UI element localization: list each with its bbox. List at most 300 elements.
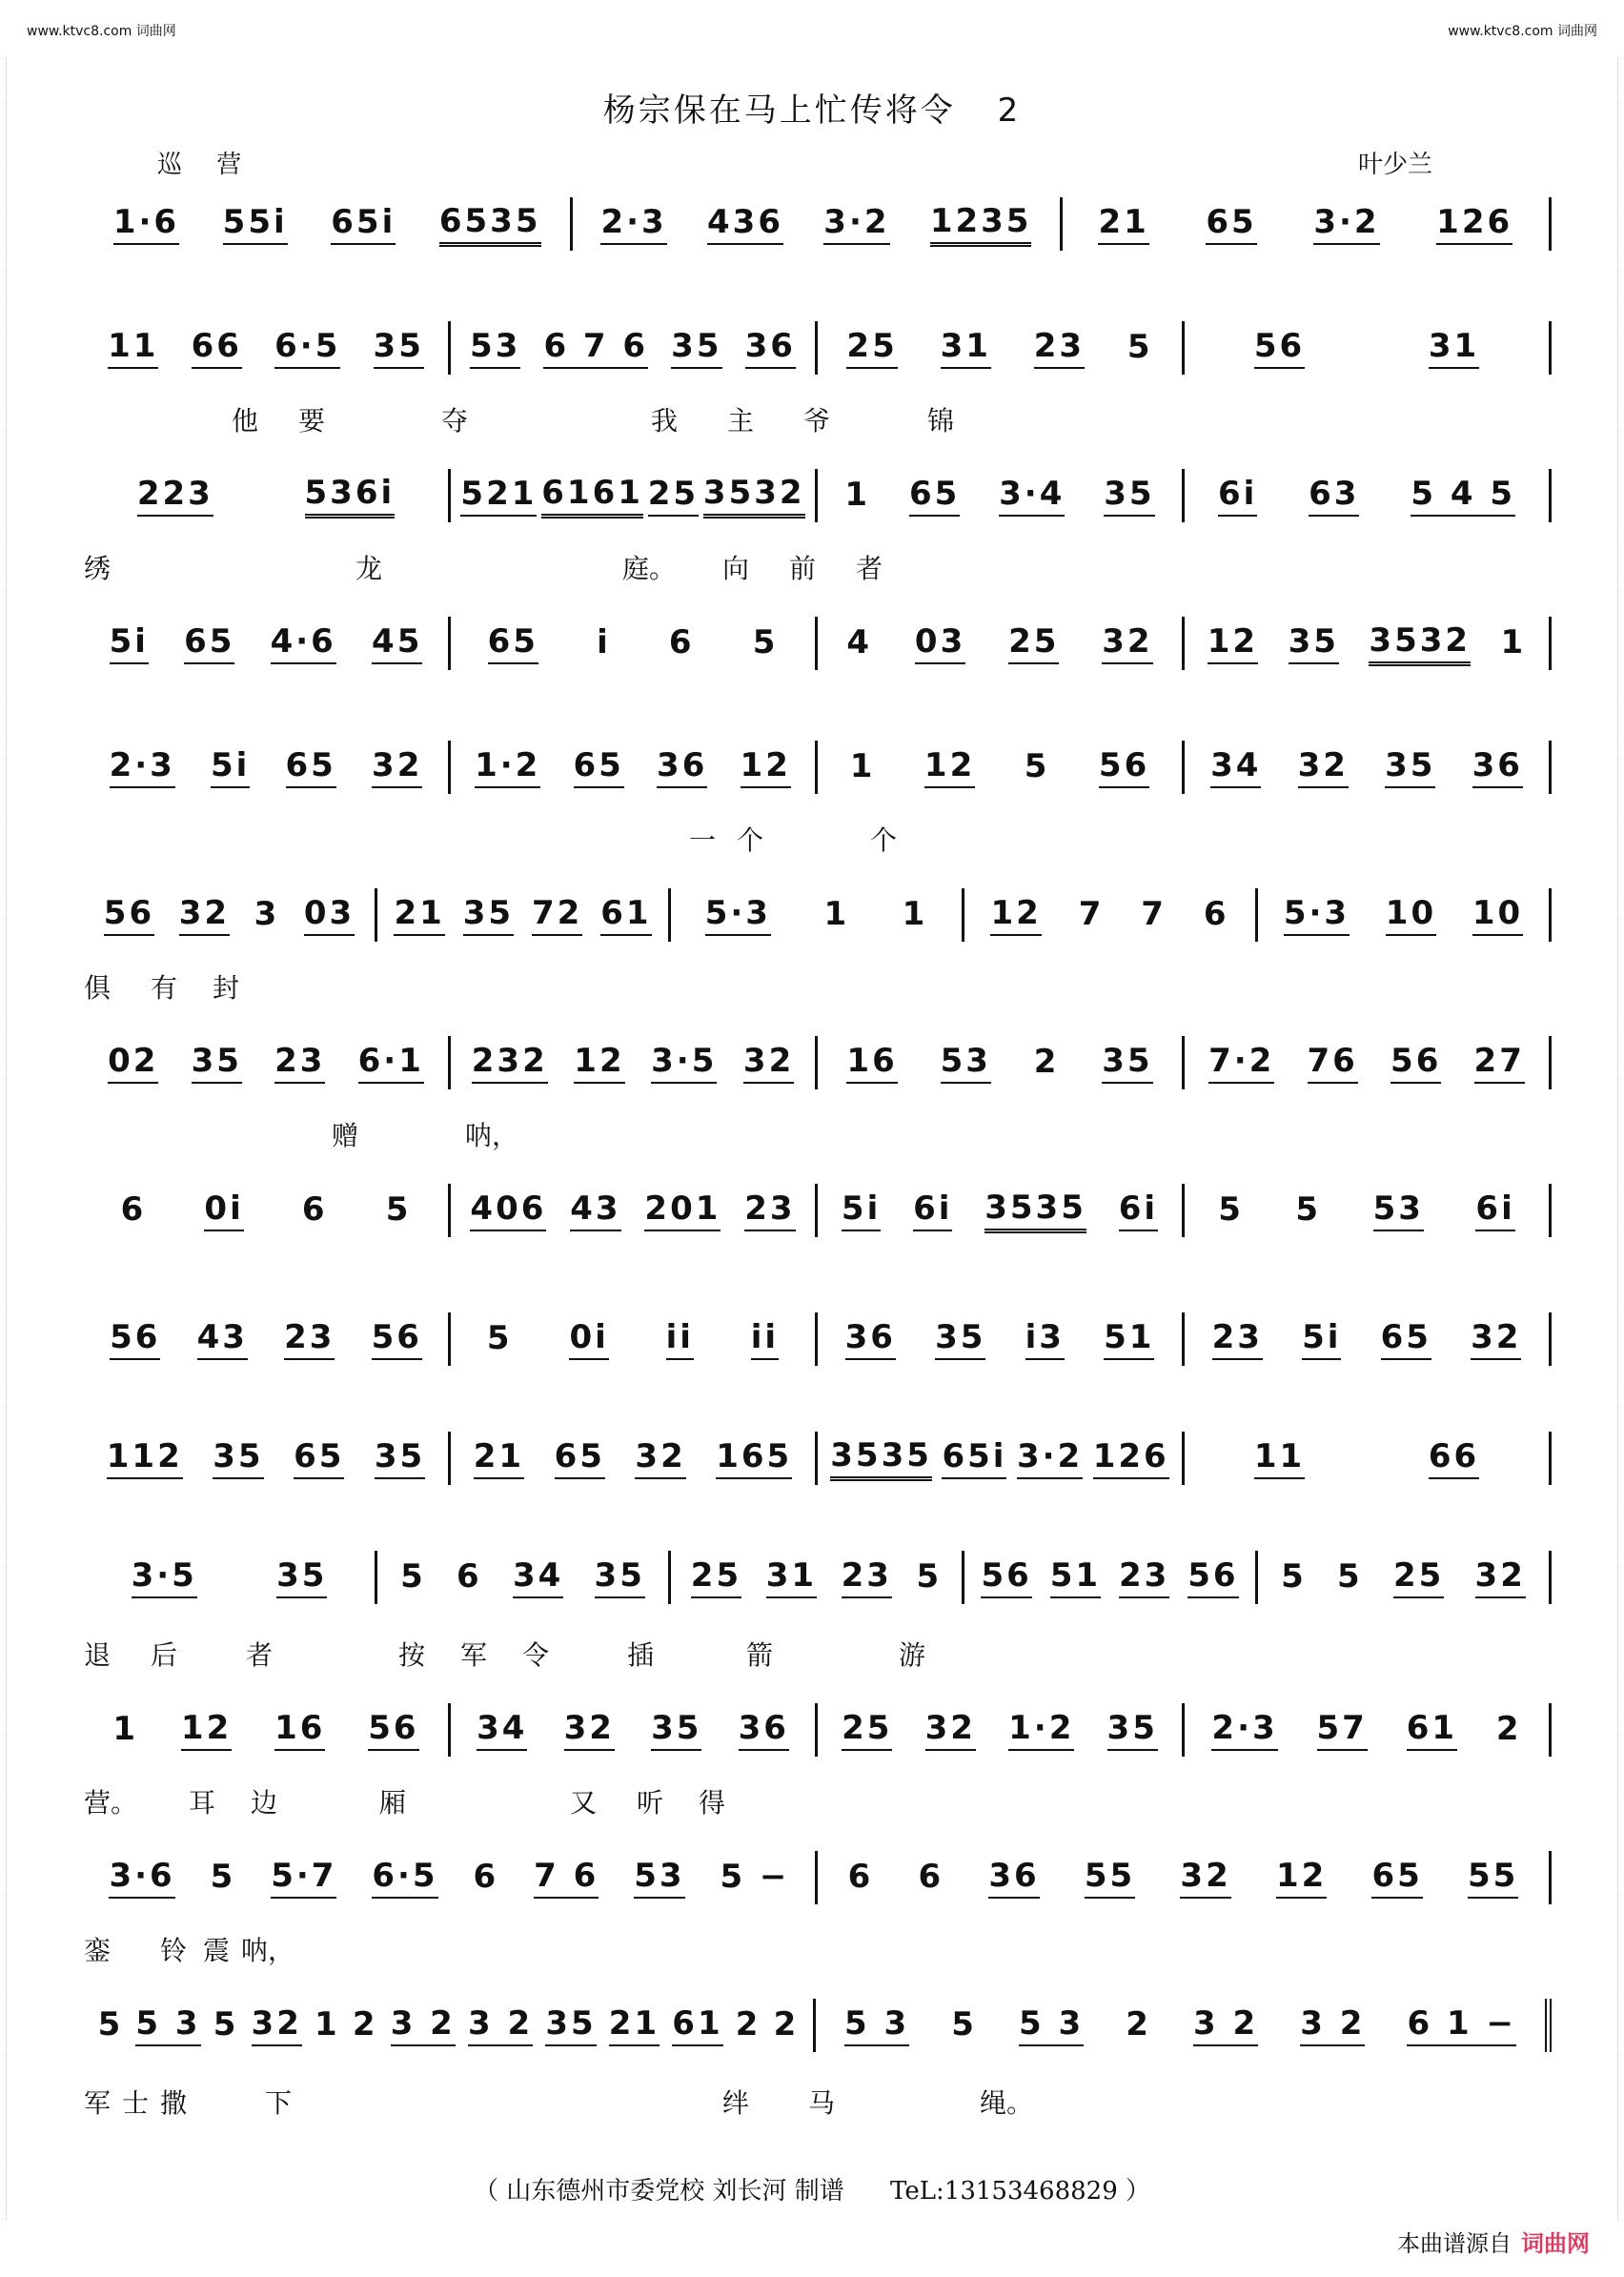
- lyric-line: [84, 2083, 1552, 2121]
- lyric-word: 赠: [332, 1120, 359, 1151]
- note-group: 7: [1078, 895, 1105, 933]
- note-group: i: [597, 623, 611, 661]
- note-group: 61: [672, 2004, 722, 2046]
- note-group: 5: [752, 623, 779, 661]
- right-margin-strip: [1604, 57, 1618, 2220]
- note-group: 5: [213, 2005, 239, 2043]
- note-group: 5: [400, 1557, 426, 1596]
- note-group: 3535: [830, 1436, 932, 1481]
- lyric-word: 锦: [927, 405, 955, 437]
- lyric-word: 马: [808, 2087, 836, 2119]
- note-group: 6: [457, 1557, 482, 1596]
- lyric-word: 爷: [803, 405, 831, 437]
- measure: [84, 741, 451, 794]
- measure: [1185, 321, 1552, 375]
- measure: [1185, 1312, 1552, 1366]
- note-group: 43: [570, 1189, 620, 1231]
- lyric-word: 绣: [84, 553, 112, 584]
- note-group: 5i: [842, 1189, 881, 1231]
- note-group: 66: [192, 327, 242, 369]
- note-group: 55: [1468, 1857, 1518, 1899]
- page-title: [0, 84, 1624, 131]
- note-group: 3 2: [391, 2004, 456, 2046]
- note-group: 5: [1337, 1557, 1363, 1596]
- note-group: 16: [846, 1042, 897, 1084]
- staff-line: [84, 1430, 1552, 1487]
- note-group: 6: [918, 1858, 944, 1896]
- note-group: 5: [210, 1858, 236, 1896]
- note-group: 25: [691, 1556, 741, 1598]
- note-group: 3532: [1369, 621, 1471, 666]
- note-group: 11: [108, 327, 158, 369]
- staff-line: [84, 1311, 1552, 1368]
- note-group: 63: [1309, 475, 1359, 517]
- note-group: 223: [137, 475, 213, 517]
- note-group: 165: [716, 1437, 792, 1479]
- staff-line: [84, 319, 1552, 376]
- source-brand-link[interactable]: 词曲网: [1521, 2230, 1590, 2257]
- note-group: 2·3: [600, 203, 666, 245]
- note-group: 6 7 6: [543, 327, 648, 369]
- measure: [816, 1999, 1552, 2052]
- note-group: 35: [192, 1042, 242, 1084]
- note-group: 1: [823, 895, 850, 933]
- measure: [84, 1999, 816, 2052]
- note-group: 35: [1102, 1042, 1152, 1084]
- lyric-word: 游: [899, 1639, 926, 1671]
- note-group: 6i: [1119, 1189, 1158, 1231]
- note-group: 2: [1126, 2005, 1151, 2043]
- measure: [1185, 1432, 1552, 1485]
- measure: [818, 1184, 1185, 1237]
- lyric-word: 者: [246, 1639, 274, 1671]
- lyric-word: 他: [232, 405, 259, 437]
- lyric-word: 耳: [189, 1787, 216, 1819]
- note-group: 1·6: [113, 203, 179, 245]
- note-group: 4: [846, 623, 873, 661]
- note-group: 32: [179, 894, 230, 936]
- note-group: 35: [935, 1318, 985, 1360]
- lyric-word: 者: [856, 553, 883, 584]
- section-label: 巡 营: [157, 151, 255, 179]
- note-group: 65: [1206, 203, 1256, 245]
- measure: [84, 321, 451, 375]
- note-group: 7·2: [1208, 1042, 1274, 1084]
- note-group: 65: [488, 622, 538, 664]
- note-group: 35: [1385, 746, 1435, 788]
- note-group: 65i: [942, 1437, 1006, 1479]
- note-group: 3 2: [468, 2004, 533, 2046]
- measure: [451, 1432, 818, 1485]
- note-group: 1: [902, 895, 928, 933]
- note-group: 5·3: [705, 894, 771, 936]
- note-group: 3532: [703, 474, 805, 518]
- note-group: 57: [1317, 1709, 1368, 1751]
- note-group: 6i: [1475, 1189, 1514, 1231]
- note-group: 35: [463, 894, 514, 936]
- note-group: 126: [1093, 1437, 1169, 1479]
- note-group: 34: [1210, 746, 1261, 788]
- lyric-line: [84, 1115, 1552, 1153]
- note-group: 32: [635, 1437, 685, 1479]
- note-group: 21: [609, 2004, 660, 2046]
- note-group: 65: [574, 746, 624, 788]
- note-group: 56: [372, 1318, 422, 1360]
- note-group: 32: [925, 1709, 976, 1751]
- measure: [84, 617, 451, 670]
- measure: [451, 1184, 818, 1237]
- note-group: 6: [668, 623, 695, 661]
- note-group: 5: [951, 2005, 977, 2043]
- lyric-word: 绊: [722, 2087, 750, 2119]
- lyric-word: 得: [699, 1787, 726, 1819]
- note-group: 10: [1472, 894, 1523, 936]
- note-group: 56: [1391, 1042, 1441, 1084]
- lyric-word: 龙: [355, 553, 383, 584]
- note-group: 32: [743, 1042, 794, 1084]
- measure: [451, 617, 818, 670]
- measure: [377, 888, 671, 942]
- lyric-word: 呐，: [241, 1935, 295, 1966]
- measure: [818, 1851, 1552, 1904]
- note-group: 12: [1208, 622, 1258, 664]
- note-group: 5: [1127, 328, 1153, 366]
- measure: [84, 1432, 451, 1485]
- note-group: 56: [1254, 327, 1305, 369]
- note-group: 36: [1472, 746, 1523, 788]
- note-group: 36: [845, 1318, 896, 1360]
- note-group: 1·2: [1008, 1709, 1074, 1751]
- note-group: 36: [745, 327, 796, 369]
- measure: [671, 888, 964, 942]
- note-group: 32: [1475, 1556, 1526, 1598]
- note-group: 6535: [439, 202, 541, 247]
- lyric-line: [84, 548, 1552, 586]
- lyric-word: 庭。: [622, 553, 677, 584]
- lyric-word: 边: [251, 1787, 278, 1819]
- lyric-word: 震: [203, 1935, 231, 1966]
- singer-name: 叶少兰: [1358, 151, 1433, 179]
- note-group: 36: [739, 1709, 789, 1751]
- note-group: 2·3: [1211, 1709, 1277, 1751]
- note-group: 25: [846, 327, 897, 369]
- note-group: 45: [372, 622, 422, 664]
- note-group: 53: [941, 1042, 991, 1084]
- lyric-word: 令: [522, 1639, 550, 1671]
- note-group: 1·2: [475, 746, 540, 788]
- note-group: 2·3: [110, 746, 175, 788]
- measure: [818, 741, 1185, 794]
- measure: [818, 617, 1185, 670]
- note-group: 72: [532, 894, 582, 936]
- measure: [451, 741, 818, 794]
- note-group: 25: [1393, 1556, 1444, 1598]
- measure: [84, 1184, 451, 1237]
- note-group: 3: [254, 895, 280, 933]
- note-group: 12: [1276, 1857, 1327, 1899]
- measure: [451, 1703, 818, 1757]
- note-group: 66: [1429, 1437, 1479, 1479]
- lyric-line: [84, 967, 1552, 1006]
- note-group: 65i: [331, 203, 396, 245]
- lyric-word: 营。: [84, 1787, 138, 1819]
- note-group: 112: [107, 1437, 183, 1479]
- credit-text: （ 山东德州市委党校 刘长河 制谱: [473, 2177, 844, 2206]
- note-group: 56: [110, 1318, 160, 1360]
- note-group: 1: [849, 747, 876, 785]
- note-group: 126: [1436, 203, 1512, 245]
- note-group: 6i: [913, 1189, 952, 1231]
- staff-line: [84, 739, 1552, 796]
- lyric-word: 铃: [160, 1935, 188, 1966]
- staff-line: [84, 615, 1552, 672]
- measure: [1185, 1184, 1552, 1237]
- note-group: 3·5: [651, 1042, 717, 1084]
- lyric-word: 军: [460, 1639, 488, 1671]
- note-group: 6: [301, 1190, 328, 1229]
- note-group: 56: [981, 1556, 1031, 1598]
- note-group: 3·5: [132, 1556, 197, 1598]
- note-group: 35: [671, 327, 721, 369]
- measure: [818, 1432, 1185, 1485]
- note-group: 2: [773, 2005, 800, 2043]
- lyric-word: 绳。: [980, 2087, 1034, 2119]
- measure: [84, 469, 451, 522]
- note-group: 406: [470, 1189, 546, 1231]
- lyric-line: [84, 1782, 1552, 1820]
- note-group: 12: [924, 746, 975, 788]
- page-number: 2: [997, 91, 1022, 130]
- note-group: 7: [1141, 895, 1167, 933]
- measure: [818, 321, 1185, 375]
- note-group: 65: [184, 622, 234, 664]
- note-group: 5 −: [720, 1858, 790, 1896]
- measure: [1185, 741, 1552, 794]
- staff-line: [84, 1997, 1552, 2054]
- staff-line: [84, 1034, 1552, 1091]
- measure: [818, 1703, 1185, 1757]
- note-group: 31: [1429, 327, 1479, 369]
- song-title: 杨宗保在马上忙传将令: [602, 91, 956, 130]
- note-group: 3535: [985, 1189, 1086, 1233]
- lyric-word: 封: [213, 972, 240, 1004]
- note-group: 6 1 −: [1407, 2004, 1515, 2046]
- note-group: 3·2: [1313, 203, 1379, 245]
- note-group: 5: [1295, 1190, 1322, 1229]
- measure: [818, 1312, 1185, 1366]
- note-group: 12: [181, 1709, 232, 1751]
- phone-number: TeL:13153468829 ）: [890, 2177, 1151, 2206]
- note-group: 12: [574, 1042, 624, 1084]
- note-group: 56: [368, 1709, 418, 1751]
- note-group: 6: [1203, 895, 1229, 933]
- measure: [84, 1851, 818, 1904]
- note-group: 5: [1218, 1190, 1244, 1229]
- note-group: 3·4: [999, 475, 1065, 517]
- note-group: 35: [374, 327, 424, 369]
- note-group: 65: [555, 1437, 605, 1479]
- note-group: 23: [1119, 1556, 1169, 1598]
- note-group: 5 3: [844, 2004, 909, 2046]
- source-label: 本曲谱源自: [1397, 2230, 1512, 2257]
- note-group: 23: [1034, 327, 1085, 369]
- lyric-word: 要: [298, 405, 326, 437]
- lyric-word: 插: [627, 1639, 655, 1671]
- note-group: 6: [847, 1858, 874, 1896]
- note-group: 5 4 5: [1411, 475, 1515, 517]
- staff-line: [84, 886, 1552, 944]
- note-group: 2: [735, 2005, 761, 2043]
- note-group: 23: [1212, 1318, 1263, 1360]
- measure: [451, 1036, 818, 1089]
- note-group: 11: [1254, 1437, 1305, 1479]
- note-group: 25: [648, 475, 699, 517]
- note-group: 5: [916, 1557, 943, 1596]
- note-group: 2: [352, 2005, 378, 2043]
- staff-line: [84, 1549, 1552, 1606]
- note-group: 0i: [204, 1189, 243, 1231]
- note-group: 65: [294, 1437, 344, 1479]
- note-group: 5 3: [1019, 2004, 1084, 2046]
- lyric-word: 一: [689, 824, 717, 856]
- note-group: 6·5: [274, 327, 340, 369]
- measure: [818, 469, 1185, 522]
- lyric-word: 又: [570, 1787, 598, 1819]
- note-group: ii: [751, 1318, 779, 1360]
- lyric-word: 撒: [160, 2087, 188, 2119]
- note-group: 1235: [930, 202, 1032, 247]
- measure: [377, 1551, 671, 1604]
- credit-line: [0, 2171, 1624, 2206]
- measure: [451, 469, 818, 522]
- lyric-word: 后: [151, 1639, 178, 1671]
- staff-line: [84, 467, 1552, 524]
- note-group: 31: [941, 327, 991, 369]
- note-group: 51: [1104, 1318, 1154, 1360]
- measure: [1258, 888, 1552, 942]
- note-group: 3 2: [1193, 2004, 1258, 2046]
- note-group: 1: [112, 1710, 139, 1748]
- lyric-line: [84, 400, 1552, 438]
- note-group: 5·3: [1284, 894, 1350, 936]
- note-group: 56: [104, 894, 154, 936]
- note-group: 35: [1289, 622, 1339, 664]
- note-group: 53: [634, 1857, 684, 1899]
- note-group: 536i: [305, 474, 396, 518]
- measure: [84, 1703, 451, 1757]
- note-group: 65: [1371, 1857, 1422, 1899]
- note-group: 31: [766, 1556, 817, 1598]
- note-group: 21: [474, 1437, 524, 1479]
- site-watermark-right: www.ktvc8.com 词曲网: [1448, 24, 1597, 39]
- note-group: 5i: [110, 622, 149, 664]
- note-group: 51: [1050, 1556, 1101, 1598]
- note-group: 6·1: [358, 1042, 424, 1084]
- note-group: 56: [1099, 746, 1149, 788]
- measure: [84, 197, 573, 251]
- lyric-word: 军: [84, 2087, 112, 2119]
- note-group: 32: [1102, 622, 1152, 664]
- note-group: 32: [1471, 1318, 1521, 1360]
- note-group: 2: [1033, 1043, 1060, 1081]
- note-group: 3·2: [1017, 1437, 1083, 1479]
- note-group: 0i: [569, 1318, 608, 1360]
- note-group: 32: [372, 746, 422, 788]
- note-group: 1: [315, 2005, 340, 2043]
- note-group: 34: [477, 1709, 527, 1751]
- measure: [1185, 1036, 1552, 1089]
- note-group: 1: [1500, 623, 1527, 661]
- measure: [1185, 617, 1552, 670]
- note-group: 5·7: [271, 1857, 336, 1899]
- source-note: [1397, 2225, 1590, 2258]
- note-group: 65: [286, 746, 336, 788]
- note-group: 25: [842, 1709, 892, 1751]
- note-group: 3·6: [109, 1857, 174, 1899]
- note-group: ii: [666, 1318, 694, 1360]
- note-group: 5: [1024, 747, 1050, 785]
- lyric-word: 前: [789, 553, 817, 584]
- measure: [671, 1551, 964, 1604]
- note-group: 35: [1107, 1709, 1158, 1751]
- measure: [818, 1036, 1185, 1089]
- note-group: 35: [595, 1556, 645, 1598]
- note-group: 436: [707, 203, 783, 245]
- note-group: 7 6: [534, 1857, 599, 1899]
- lyric-word: 夺: [441, 405, 469, 437]
- note-group: 232: [472, 1042, 548, 1084]
- measure: [451, 321, 818, 375]
- measure: [1185, 1703, 1552, 1757]
- note-group: 5: [1281, 1557, 1307, 1596]
- note-group: 35: [375, 1437, 425, 1479]
- lyric-line: [84, 1930, 1552, 1968]
- measure: [573, 197, 1062, 251]
- left-margin-strip: [6, 57, 20, 2220]
- lyric-word: 个: [870, 824, 898, 856]
- note-group: 35: [213, 1437, 263, 1479]
- note-group: 53: [470, 327, 520, 369]
- measure: [451, 1312, 818, 1366]
- note-group: 16: [274, 1709, 325, 1751]
- note-group: 5 3: [135, 2004, 200, 2046]
- note-group: 02: [108, 1042, 158, 1084]
- note-group: i3: [1025, 1318, 1065, 1360]
- note-group: 03: [915, 622, 965, 664]
- note-group: 21: [1098, 203, 1148, 245]
- note-group: 1: [844, 476, 871, 514]
- lyric-word: 我: [651, 405, 679, 437]
- lyric-word: 呐，: [465, 1120, 519, 1151]
- lyric-word: 按: [398, 1639, 426, 1671]
- lyric-word: 有: [151, 972, 178, 1004]
- lyric-line: [84, 820, 1552, 858]
- note-group: 55i: [223, 203, 288, 245]
- note-group: 5i: [211, 746, 250, 788]
- note-group: 3·2: [823, 203, 889, 245]
- note-group: 4·6: [271, 622, 336, 664]
- note-group: 35: [1104, 475, 1154, 517]
- staff-line: [84, 1849, 1552, 1906]
- lyric-word: 銮: [84, 1935, 112, 1966]
- note-group: 23: [284, 1318, 335, 1360]
- staff-line: [84, 1182, 1552, 1239]
- note-group: 55: [1085, 1857, 1135, 1899]
- lyric-word: 向: [722, 553, 750, 584]
- note-group: 6161: [541, 474, 643, 518]
- note-group: 65: [909, 475, 960, 517]
- note-group: 6i: [1218, 475, 1257, 517]
